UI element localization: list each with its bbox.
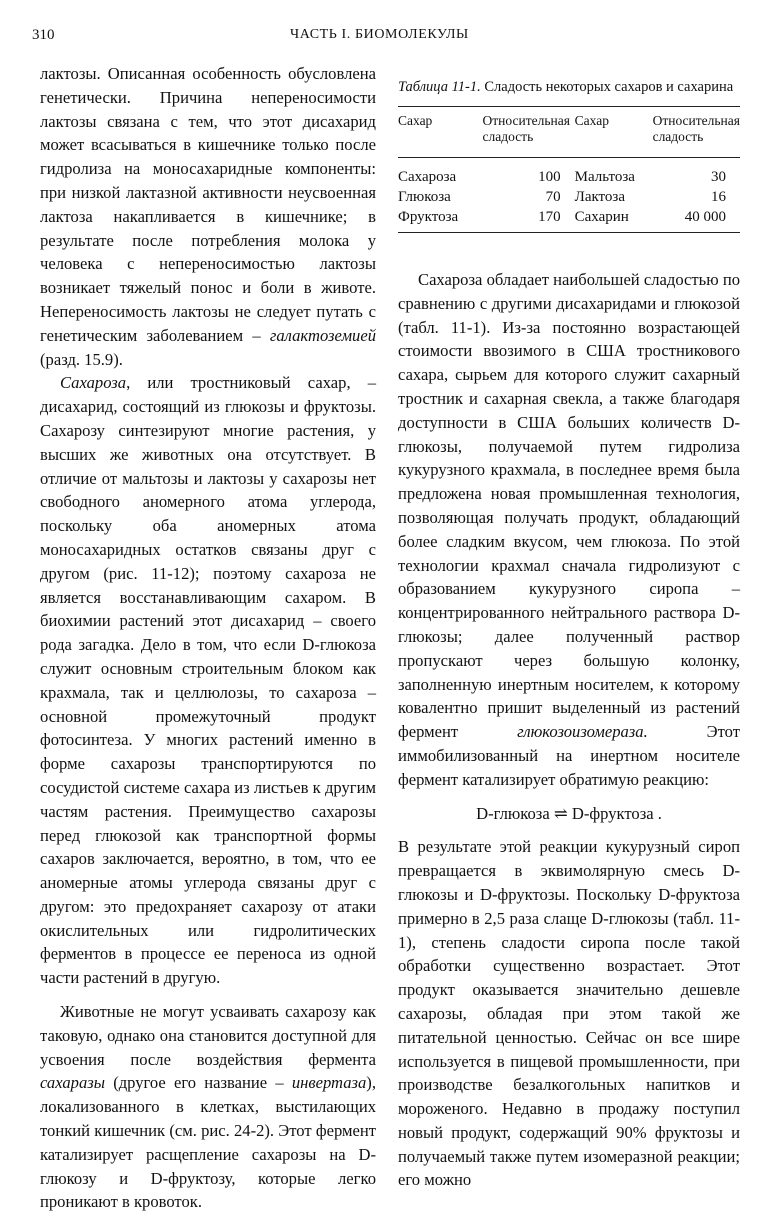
reaction-equation: D-глюкоза ⇌ D-фруктоза . [476, 803, 662, 823]
right-column [398, 268, 740, 1192]
paragraph-sucrase: Животные не могут усваивать сахарозу как таковую, однако она становится доступной для усвоения после воздействия фермента сахаразы (другое его название – инвертаза), локализованного в клетках, выстилающих тонкий кишечник (см. рис. 24-2). Этот фермент катализирует расщепление сахарозы на D-глюкозу и D-фруктозу, которые легко проникают в кровоток. [40, 1002, 376, 1212]
table-row: Глюкоза 70 Лактоза 16 [398, 189, 726, 205]
table-header-sugar: Сахар [398, 107, 483, 158]
table-header-sugar: Сахар [575, 107, 653, 158]
page-number: 310 [32, 27, 55, 43]
paragraph-lactose: лактозы. Описанная особенность обусловлена генетически. Причина непереносимости лактозы связана с тем, что этот дисахарид может всасываться в кишечнике только после гидролиза на моносахаридные компоненты: при низкой лактазной активности неусвоенная лактоза накапливается в кишечнике; в результате после потребления молока у человека с непереносимостью лактозы возникает тяжелый понос и боли в животе. Непереносимость лактозы не следует путать с генетическим заболеванием – галактоземией (разд. 15.9). [40, 64, 376, 369]
left-column [40, 62, 376, 1214]
sweetness-table-block [398, 78, 740, 233]
term-invertase: инвертаза [291, 1073, 367, 1093]
term-sucrose: Сахароза [60, 373, 127, 393]
table-header-sweetness: Относительная сладость [653, 107, 740, 158]
table-row: Фруктоза 170 Сахарин 40 000 [398, 207, 740, 233]
table-row: Сахароза 100 Мальтоза 30 [398, 169, 726, 185]
term-glucose-isomerase: глюкозоизомераза. [517, 722, 648, 742]
paragraph-corn-syrup: Сахароза обладает наибольшей сладостью по сравнению с другими дисахаридами и глюкозой (табл. 11-1). Из-за постоянно возрастающей стоимости ввозимого в США тростникового сахара, сырьем для которого служит сахарный тростник и сахарная свекла, а также благодаря доступности в США больших количеств D-глюкозы, получаемой путем гидролиза кукурузного крахмала, в последнее время была предложена новая промышленная технология, позволяющая получать продукт, обладающий более сладким вкусом, чем глюкоза. По этой технологии крахмал сначала гидролизуют с образованием кукурузного сиропа – концентрированного нейтрального раствора D-глюкозы; далее полученный раствор пропускают через большую колонку, заполненную инертным носителем, к которому ковалентно пришит выделенный из растений фермент глюкозоизомераза. Этот иммобилизованный на инертном носителе фермент катализирует обратимую реакцию: [398, 270, 740, 789]
paragraph-fructose-syrup: В результате этой реакции кукурузный сироп превращается в эквимолярную смесь D-глюкозы и D-фруктозы. Поскольку D-фруктоза примерно в 2,5 раза слаще D-глюкозы (табл. 11-1), степень сладости сиропа после такой обработки существенно возрастает. Этот продукт оказывается значительно дешевле сахарозы, обладая при этом такой же питательной ценностью. Сейчас он все шире используется в пищевой промышленности, при производстве безалкогольных напитков и мороженого. Недавно в продажу поступил новый продукт, содержащий 90% фруктозы и получаемый также путем изомеразной реакции; его можно [398, 837, 740, 1190]
table-header-sweetness: Относительная сладость [483, 107, 575, 158]
term-galactosemia: галактоземией [269, 325, 376, 345]
running-head: ЧАСТЬ I. БИОМОЛЕКУЛЫ [290, 27, 469, 42]
term-sucrase: сахаразы [40, 1073, 105, 1093]
sweetness-table [398, 106, 740, 233]
table-caption: Таблица 11-1. Сладость некоторых сахаров и сахарина [398, 79, 734, 95]
paragraph-sucrose: Сахароза, или тростниковый сахар, – дисахарид, состоящий из глюкозы и фруктозы. Сахарозу синтезируют многие растения, у высших же животных она отсутствует. В отличие от мальтозы и лактозы у сахарозы нет свободного аномерного атома углерода, поскольку оба аномерных атома моносахаридных остатков связаны друг с другом (рис. 11-12); поэтому сахароза не является восстанавливающим сахаром. В биохимии растений этот дисахарид – своего рода загадка. Дело в том, что если D-глюкоза служит основным строительным блоком как крахмала, так и целлюлозы, то сахароза – основной промежуточный продукт фотосинтеза. У многих растений именно в форме сахарозы транспортируются по сосудистой системе сахара из листьев к другим частям растения. Преимущество сахарозы перед глюкозой как транспортной формы сахаров заключается, вероятно, в том, что ее аномерные атомы углерода связаны друг с другом: это предохраняет сахарозу от атаки окислительных или гидролитических ферментов в процессе ее переноса из одной части растений в другую. [40, 373, 376, 988]
